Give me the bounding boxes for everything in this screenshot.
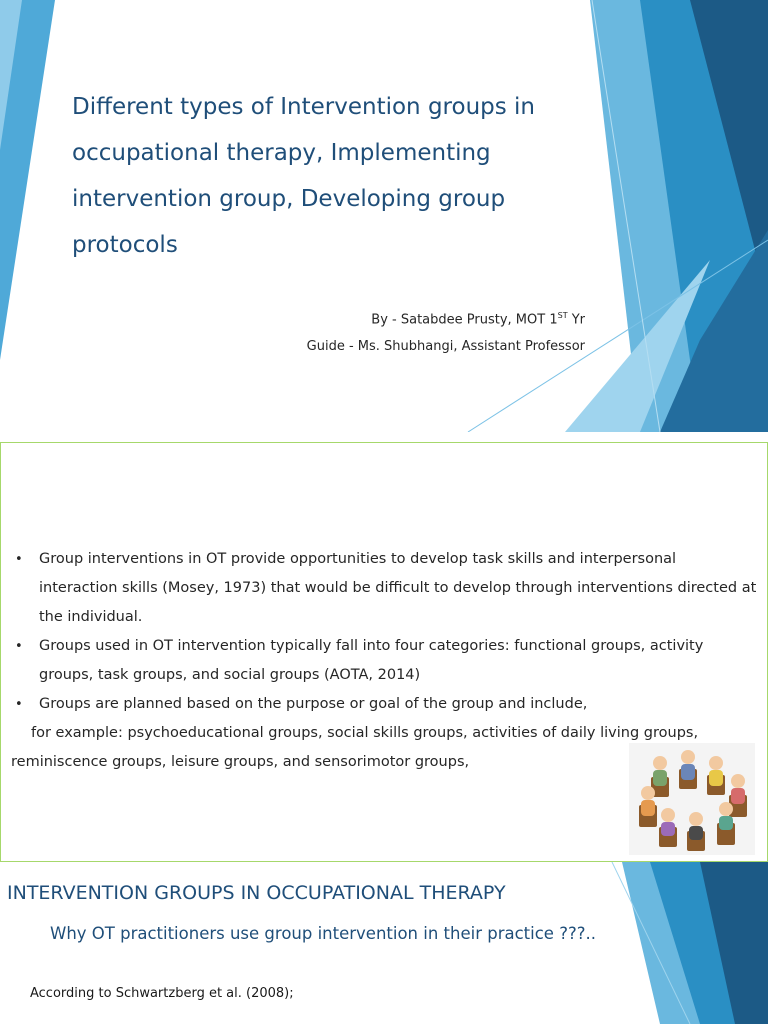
content-slide xyxy=(0,442,768,862)
slide-title: Different types of Intervention groups in occupational therapy, Implementing intervention group, Developing group protocols xyxy=(72,94,536,258)
title-slide xyxy=(0,0,768,432)
author-text: By - Satabdee Prusty, MOT 1 xyxy=(371,312,558,328)
author-superscript: ST xyxy=(557,311,568,320)
author-suffix: Yr xyxy=(567,312,585,328)
author-line xyxy=(307,302,585,333)
guide-line: Guide - Ms. Shubhangi, Assistant Professor xyxy=(306,339,585,355)
bullet-continuation: for example: psychoeducational groups, social skills groups, activities of daily living groups, xyxy=(31,725,699,741)
slide-heading: INTERVENTION GROUPS IN OCCUPATIONAL THERAPY xyxy=(7,882,506,904)
group-therapy-illustration-icon xyxy=(629,743,755,855)
bullet-list xyxy=(7,545,759,719)
bullet-item: • Group interventions in OT provide opportunities to develop task skills and interpersonal interaction skills (Mosey, 1973) that would be difficult to develop through interventions directed at the individual. xyxy=(7,545,759,632)
bullet-continuation: reminiscence groups, leisure groups, and sensorimotor groups, xyxy=(11,754,470,770)
intervention-groups-slide xyxy=(0,862,768,1024)
bullet-item: • Groups are planned based on the purpose or goal of the group and include, xyxy=(7,690,759,719)
slide-subheading: Why OT practitioners use group intervention in their practice ???.. xyxy=(50,924,596,943)
author-byline xyxy=(307,302,585,360)
bullet-item: • Groups used in OT intervention typically fall into four categories: functional groups, activity groups, task groups, and social groups (AOTA, 2014) xyxy=(7,632,759,690)
body-text: According to Schwartzberg et al. (2008); xyxy=(30,986,294,1001)
